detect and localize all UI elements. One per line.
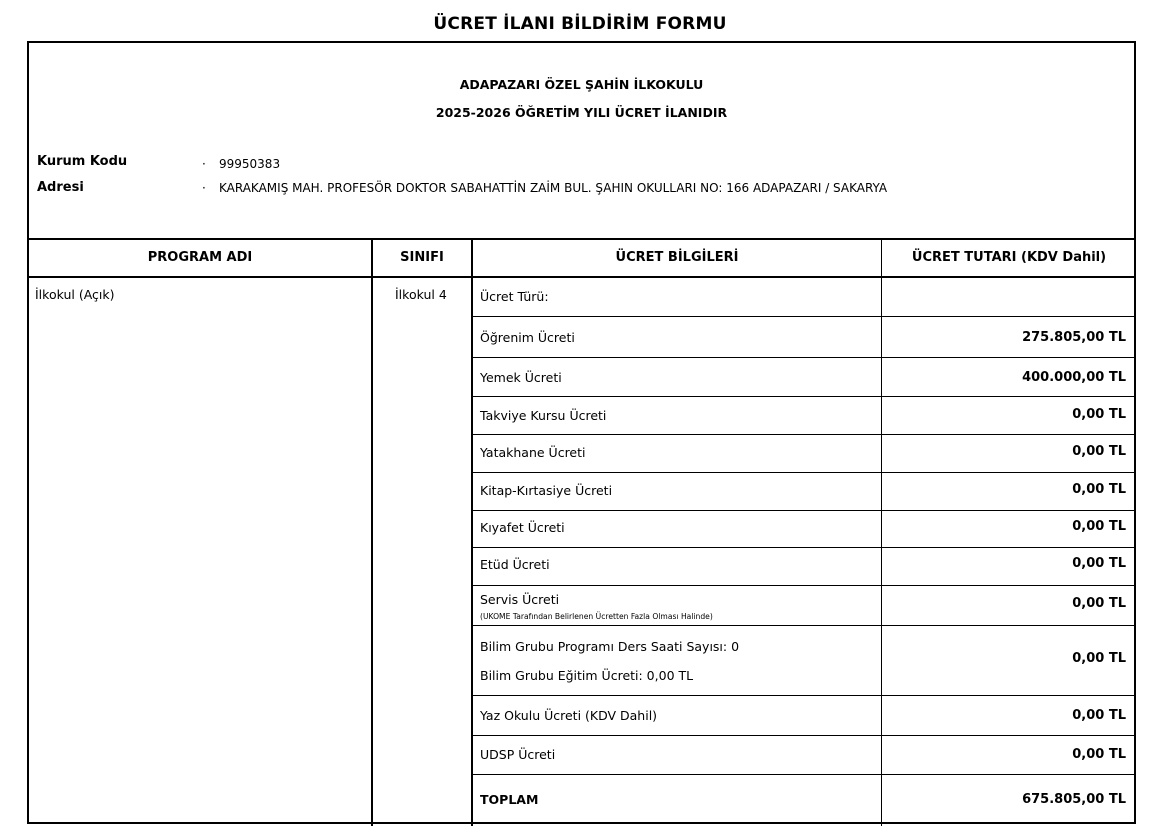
- fee-amount-books-stationery: 0,00 TL: [1072, 482, 1126, 497]
- fee-label-science-group-hours: Bilim Grubu Programı Ders Saati Sayısı: 0: [480, 639, 740, 654]
- row-divider: [472, 695, 1134, 696]
- row-divider: [472, 735, 1134, 736]
- fee-amount-study-hall: 0,00 TL: [1072, 556, 1126, 571]
- fee-amount-dormitory: 0,00 TL: [1072, 444, 1126, 459]
- fee-label-science-group-fee: Bilim Grubu Eğitim Ücreti: 0,00 TL: [480, 668, 694, 683]
- fee-amount-support-course: 0,00 TL: [1072, 407, 1126, 422]
- address-label: Adresi: [37, 180, 84, 195]
- fee-amount-shuttle: 0,00 TL: [1072, 596, 1126, 611]
- column-header-fee-amount: ÜCRET TUTARI (KDV Dahil): [911, 250, 1107, 265]
- row-divider: [472, 472, 1134, 473]
- fee-label-study-hall: Etüd Ücreti: [480, 557, 550, 572]
- row-divider: [472, 625, 1134, 626]
- fee-label-books-stationery: Kitap-Kırtasiye Ücreti: [480, 483, 613, 498]
- column-header-class: SINIFI: [400, 250, 444, 265]
- institution-code-label: Kurum Kodu: [37, 154, 128, 169]
- fee-announcement-form: [27, 41, 1136, 824]
- row-divider: [472, 510, 1134, 511]
- fee-label-uniform: Kıyafet Ücreti: [480, 520, 565, 535]
- row-divider: [472, 547, 1134, 548]
- fee-label-shuttle: Servis Ücreti: [480, 592, 560, 607]
- fee-note-shuttle: (UKOME Tarafından Belirlenen Ücretten Fazla Olması Halinde): [480, 612, 713, 621]
- fee-label-dormitory: Yatakhane Ücreti: [480, 445, 586, 460]
- fee-rows-grid: [472, 43, 1134, 822]
- fee-amount-summer-school: 0,00 TL: [1072, 708, 1126, 723]
- separator-dot: ·: [202, 157, 206, 171]
- fee-amount-udsp: 0,00 TL: [1072, 747, 1126, 762]
- class-name: İlkokul 4: [395, 287, 447, 302]
- school-name: ADAPAZARI ÖZEL ŞAHİN İLKOKULU: [459, 77, 704, 92]
- column-header-program: PROGRAM ADI: [147, 250, 253, 265]
- form-title: ÜCRET İLANI BİLDİRİM FORMU: [433, 14, 727, 34]
- fee-label-summer-school: Yaz Okulu Ücreti (KDV Dahil): [480, 708, 658, 723]
- fee-label-fee-type: Ücret Türü:: [480, 289, 549, 304]
- row-divider: [472, 396, 1134, 397]
- separator-dot: ·: [202, 181, 206, 195]
- fee-amount-science-group: 0,00 TL: [1072, 651, 1126, 666]
- row-divider: [472, 774, 1134, 775]
- academic-year-title: 2025-2026 ÖĞRETİM YILI ÜCRET İLANIDIR: [435, 105, 728, 120]
- column-header-fee-info: ÜCRET BİLGİLERİ: [615, 250, 739, 265]
- fee-label-udsp: UDSP Ücreti: [480, 747, 556, 762]
- fee-amount-tuition: 275.805,00 TL: [1022, 330, 1126, 345]
- row-divider: [472, 316, 1134, 317]
- row-divider: [472, 434, 1134, 435]
- fee-amount-total: 675.805,00 TL: [1022, 792, 1126, 807]
- fee-label-meal: Yemek Ücreti: [480, 370, 562, 385]
- row-divider: [472, 585, 1134, 586]
- column-divider: [371, 238, 373, 826]
- fee-label-total: TOPLAM: [480, 792, 539, 807]
- fee-amount-meal: 400.000,00 TL: [1022, 370, 1126, 385]
- institution-code-value: 99950383: [219, 157, 281, 171]
- fee-label-tuition: Öğrenim Ücreti: [480, 330, 575, 345]
- fee-label-support-course: Takviye Kursu Ücreti: [480, 408, 607, 423]
- row-divider: [472, 357, 1134, 358]
- address-value: KARAKAMIŞ MAH. PROFESÖR DOKTOR SABAHATTİN ZAİM BUL. ŞAHIN OKULLARI NO: 166 ADAPAZARI / SAKARYA: [219, 181, 888, 195]
- program-name: İlkokul (Açık): [35, 287, 115, 302]
- fee-amount-uniform: 0,00 TL: [1072, 519, 1126, 534]
